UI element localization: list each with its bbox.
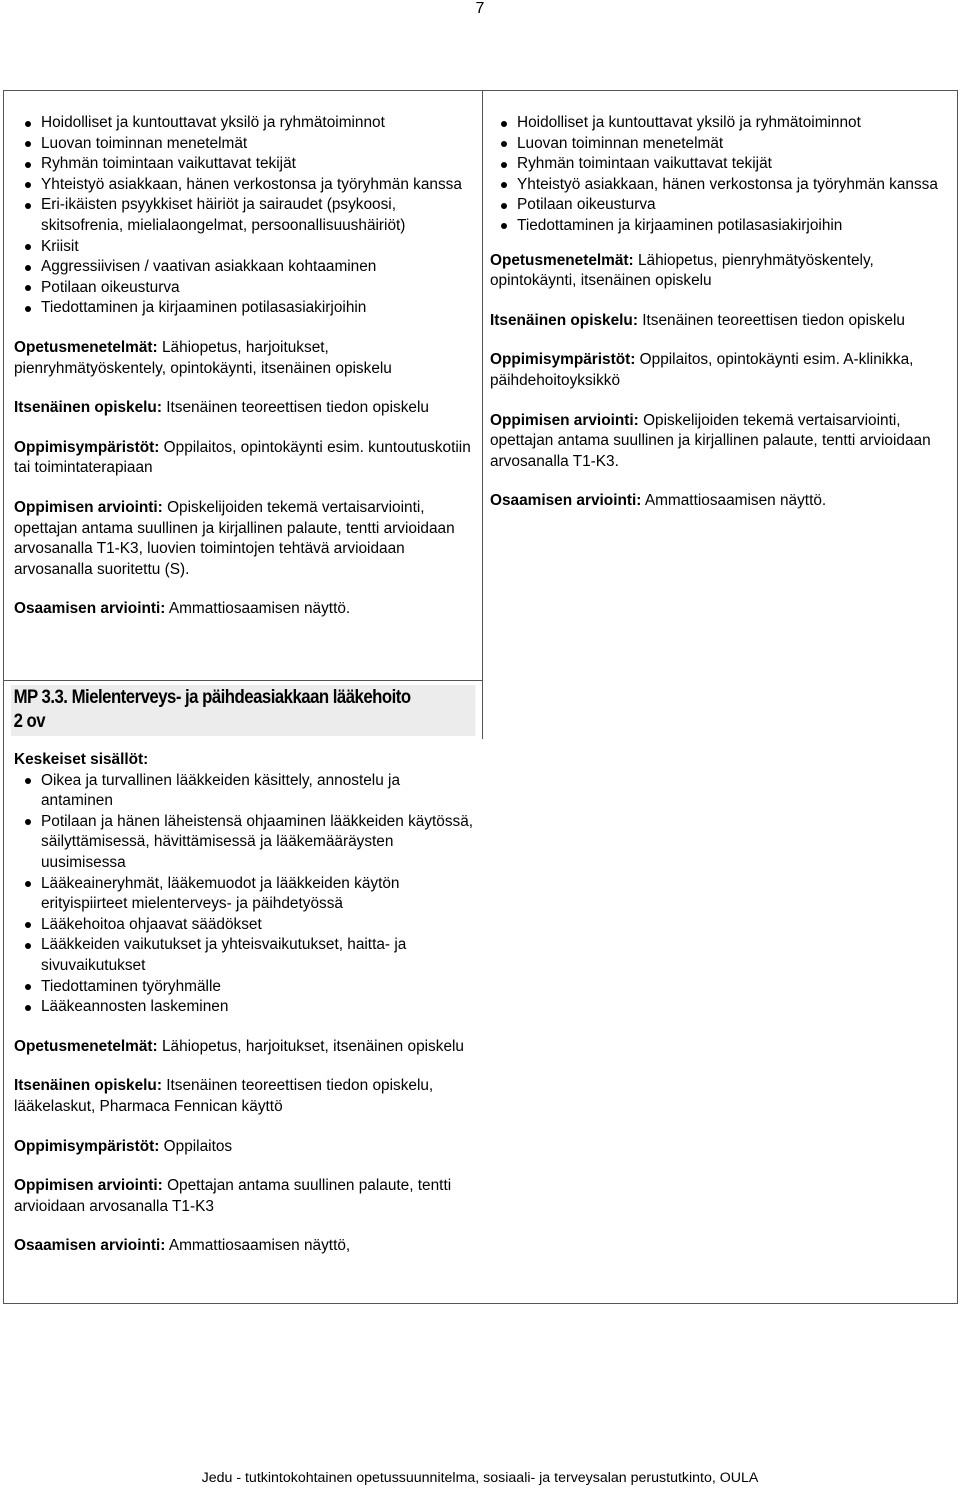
module-heading: MP 3.3. Mielenterveys- ja päihdeasiakkaan lääkehoito 2 ov	[11, 685, 475, 736]
curriculum-table	[3, 90, 958, 1304]
column-divider	[482, 91, 483, 739]
list-item: Luovan toiminnan menetelmät	[14, 134, 474, 155]
list-item: Lääkehoitoa ohjaavat säädökset	[14, 915, 474, 936]
list-item: Luovan toiminnan menetelmät	[490, 134, 950, 155]
learning-environments: Oppimisympäristöt: Oppilaitos	[14, 1137, 233, 1155]
list-item: Yhteistyö asiakkaan, hänen verkostonsa ja työryhmän kanssa	[490, 175, 950, 196]
list-item: Lääkkeiden vaikutukset ja yhteisvaikutukset, haitta- ja sivuvaikutukset	[14, 935, 474, 976]
list-item: Lääkeannosten laskeminen	[14, 997, 474, 1018]
list-item: Eri-ikäisten psyykkiset häiriöt ja sairaudet (psykoosi, skitsofrenia, mielialaongelmat, persoonallisuushäiriöt)	[14, 195, 474, 236]
list-item: Lääkeaineryhmät, lääkemuodot ja lääkkeiden käytön erityispiirteet mielenterveys- ja päihdetyössä	[14, 874, 474, 915]
topic-list	[14, 113, 474, 319]
list-item: Hoidolliset ja kuntouttavat yksilö ja ryhmätoiminnot	[490, 113, 950, 134]
left-top-cell	[14, 113, 474, 620]
list-item: Tiedottaminen ja kirjaaminen potilasasiakirjoihin	[14, 298, 474, 319]
teaching-methods: Opetusmenetelmät: Lähiopetus, pienryhmätyöskentely, opintokäynti, itsenäinen opiskelu	[490, 251, 874, 290]
learning-environments: Oppimisympäristöt: Oppilaitos, opintokäynti esim. A-klinikka, päihdehoitoyksikkö	[490, 351, 914, 389]
competence-assessment: Osaamisen arviointi: Ammattiosaamisen näyttö,	[14, 1237, 351, 1255]
list-item: Kriisit	[14, 237, 474, 258]
list-item: Tiedottaminen työryhmälle	[14, 977, 474, 998]
learning-assessment: Oppimisen arviointi: Opettajan antama suullinen palaute, tentti arvioidaan arvosanalla T1-K3	[14, 1177, 452, 1215]
teaching-methods: Opetusmenetelmät: Lähiopetus, harjoitukset, itsenäinen opiskelu	[14, 1037, 464, 1055]
learning-assessment: Oppimisen arviointi: Opiskelijoiden tekemä vertaisarviointi, opettajan antama suullinen ja kirjallinen palaute, tentti arvioidaan arvosanalla T1-K3.	[490, 411, 931, 470]
left-bottom-cell	[14, 685, 474, 1257]
list-item: Potilaan oikeusturva	[490, 195, 950, 216]
key-contents-label: Keskeiset sisällöt:	[14, 751, 149, 768]
list-item: Hoidolliset ja kuntouttavat yksilö ja ryhmätoiminnot	[14, 113, 474, 134]
row-divider	[4, 680, 482, 681]
list-item: Ryhmän toimintaan vaikuttavat tekijät	[14, 154, 474, 175]
independent-study: Itsenäinen opiskelu: Itsenäinen teoreettisen tiedon opiskelu	[14, 399, 429, 417]
page-number: 7	[475, 0, 485, 17]
learning-assessment: Oppimisen arviointi: Opiskelijoiden tekemä vertaisarviointi, opettajan antama suullinen ja kirjallinen palaute, tentti arvioidaan arvosanalla T1-K3, luovien toimintojen tehtävä arvioidaan arvosanalla suoritettu (S).	[14, 498, 455, 578]
page-footer: Jedu - tutkintokohtainen opetussuunnitelma, sosiaali- ja terveysalan perustutkinto, OULA	[201, 1470, 759, 1486]
list-item: Potilaan oikeusturva	[14, 278, 474, 299]
list-item: Oikea ja turvallinen lääkkeiden käsittely, annostelu ja antaminen	[14, 771, 474, 812]
list-item: Tiedottaminen ja kirjaaminen potilasasiakirjoihin	[490, 216, 950, 237]
key-contents-list	[14, 771, 474, 1018]
list-item: Ryhmän toimintaan vaikuttavat tekijät	[490, 154, 950, 175]
topic-list	[490, 113, 950, 237]
learning-environments: Oppimisympäristöt: Oppilaitos, opintokäynti esim. kuntoutuskotiin tai toimintaterapiaan	[14, 438, 471, 477]
competence-assessment: Osaamisen arviointi: Ammattiosaamisen näyttö.	[490, 492, 827, 510]
list-item: Yhteistyö asiakkaan, hänen verkostonsa ja työryhmän kanssa	[14, 175, 474, 196]
right-top-cell	[490, 113, 950, 512]
competence-assessment: Osaamisen arviointi: Ammattiosaamisen näyttö.	[14, 600, 351, 618]
list-item: Aggressiivisen / vaativan asiakkaan kohtaaminen	[14, 257, 474, 278]
teaching-methods: Opetusmenetelmät: Lähiopetus, harjoitukset, pienryhmätyöskentely, opintokäynti, itsenäinen opiskelu	[14, 338, 392, 377]
independent-study: Itsenäinen opiskelu: Itsenäinen teoreettisen tiedon opiskelu, lääkelaskut, Pharmaca Fennican käyttö	[14, 1077, 434, 1115]
list-item: Potilaan ja hänen läheistensä ohjaaminen lääkkeiden käytössä, säilyttämisessä, hävittämisessä ja lääkemääräysten uusimisessa	[14, 812, 474, 874]
independent-study: Itsenäinen opiskelu: Itsenäinen teoreettisen tiedon opiskelu	[490, 311, 905, 329]
